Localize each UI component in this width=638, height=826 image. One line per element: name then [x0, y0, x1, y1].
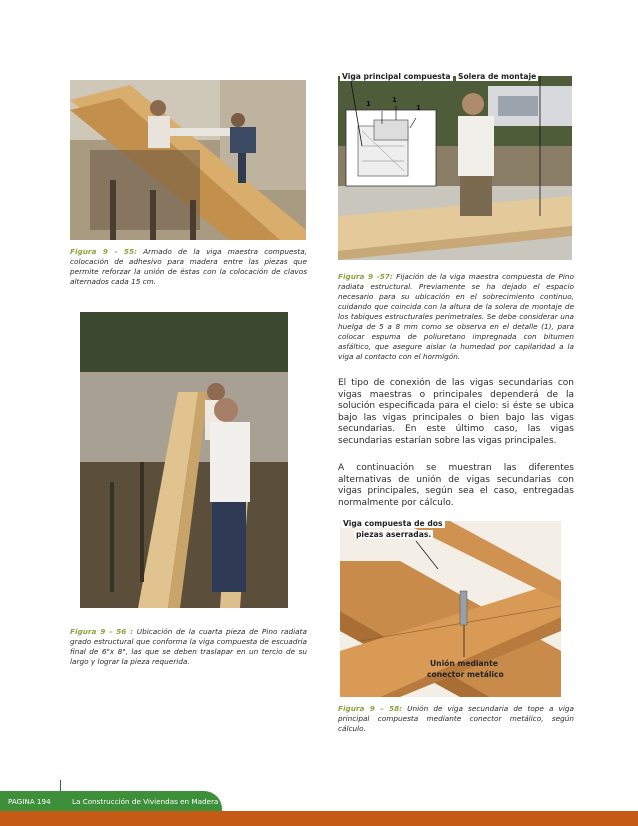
label-viga-principal: Viga principal compuesta [342, 72, 451, 81]
detail-mark-2: 1 [392, 96, 397, 104]
footer-book-title: La Construcción de Viviendas en Madera [72, 797, 219, 806]
figure-56-caption [70, 627, 307, 667]
label-solera-montaje: Solera de montaje [458, 72, 537, 81]
label-viga-compuesta-2: piezas aserradas. [356, 530, 432, 539]
footer-page-number: PAGINA 194 [8, 797, 51, 806]
figure-56-text: Ubicación de la cuarta pieza de Pino radiata grado estructural que conforma la viga compuesta de escuadría final de 6"x 8", las que se deben traslapar en un tercio de su largo y lograr la pieza requerida. [70, 627, 307, 666]
label-union-conector-1: Unión mediante [430, 659, 498, 668]
figure-56-label: Figura 9 - 56 : [70, 627, 134, 636]
figure-58-label: Figura 9 – 58: [338, 704, 403, 713]
photo-beam-fixing [338, 76, 572, 260]
footer-bar [0, 811, 638, 826]
paragraph-connection-types: El tipo de conexión de las vigas secundarias con vigas maestras o principales dependerá de la solución especificada para el cielo: si éste se ubica bajo las vigas principales o bien bajo las vigas secundarias. En este último caso, las vigas secundarias estarían sobre las vigas principales. [338, 378, 574, 446]
figure-57-text: Fijación de la viga maestra compuesta de Pino radiata estructural. Previamente se ha dejado el espacio necesario para su ubicación en el sobrecimiento continuo, cuidando que coincida con la altura de la solera de montaje de los tabiques estructurales perimetrales. Se debe considerar una huelga de 5 a 8 mm como se observa en el detalle (1), para colocar espuma de poliuretano impregnada con bitumen asfáltico, que asegure aislar la humedad por capilaridad a la viga al contacto con el hormigón. [338, 272, 575, 361]
paragraph-alternatives: A continuación se muestran las diferentes alternativas de unión de vigas secundarias con vigas principales, según sea el caso, entregadas normalmente por cálculo. [338, 463, 574, 508]
figure-55-caption [70, 247, 307, 287]
figure-57-label: Figura 9 -57: [338, 272, 393, 281]
photo-beam-placement-image [80, 312, 288, 608]
label-union-conector-2: conector metálico [427, 670, 504, 679]
photo-beam-assembly-image [70, 80, 306, 240]
photo-beam-fixing-image [338, 76, 572, 260]
figure-57-caption [338, 272, 574, 362]
detail-mark-1: 1 [366, 100, 371, 108]
figure-55-label: Figura 9 - 55: [70, 247, 137, 256]
photo-beam-placement [80, 312, 288, 608]
detail-mark-3: 1 [416, 104, 421, 112]
figure-55-text: Armado de la viga maestra compuesta, colocación de adhesivo para madera entre las piezas que permite reforzar la unión de éstas con la colocación de clavos alternados cada 15 cm. [70, 247, 307, 286]
figure-58-caption [338, 704, 574, 734]
photo-beam-assembly [70, 80, 306, 240]
label-viga-compuesta-1: Viga compuesta de dos [343, 519, 443, 528]
figure-58-text: Unión de viga secundaria de tope a viga principal compuesta mediante conector metálico, según cálculo. [338, 704, 574, 733]
